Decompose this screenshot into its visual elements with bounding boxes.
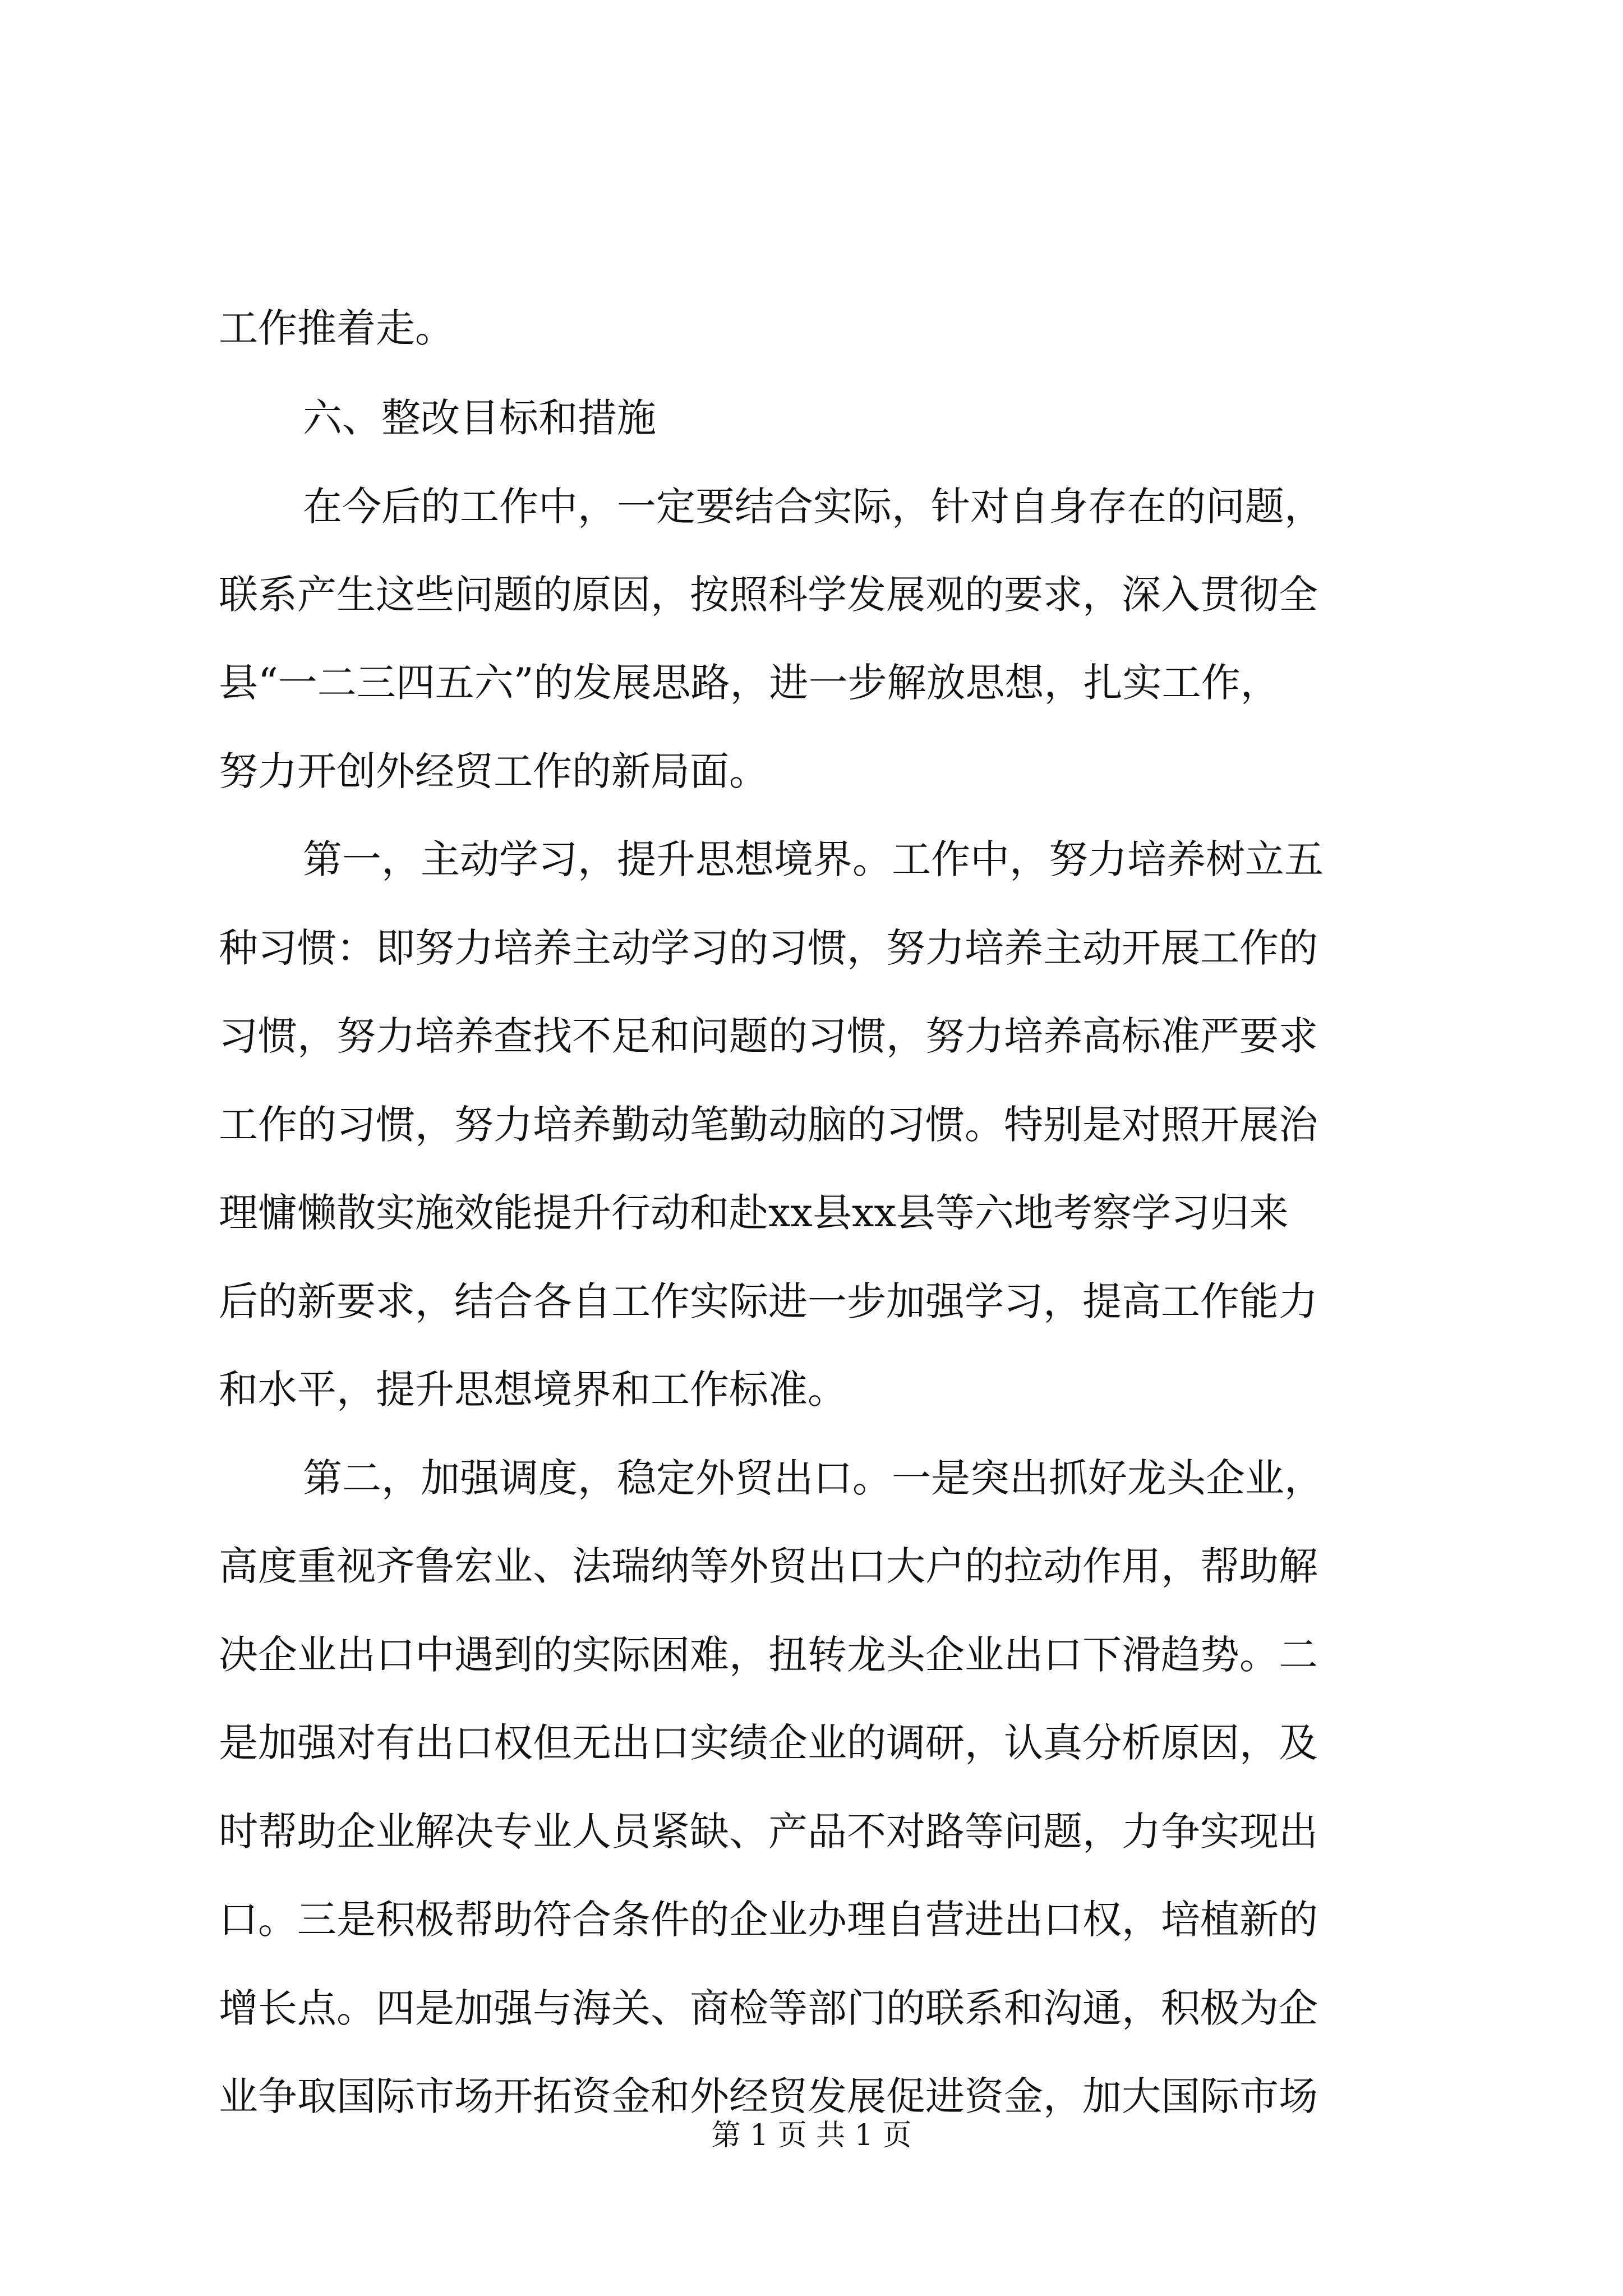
text-line: 和水平，提升思想境界和工作标准。 (219, 1366, 847, 1412)
text-line: 决企业出口中遇到的实际困难，扭转龙头企业出口下滑趋势。二 (219, 1632, 1318, 1678)
text-line: 是加强对有出口权但无出口实绩企业的调研，认真分析原因，及 (219, 1720, 1318, 1766)
text-line: 工作的习惯，努力培养勤动笔勤动脑的习惯。特别是对照开展治 (219, 1102, 1318, 1148)
text-line: 口。三是积极帮助符合条件的企业办理自营进出口权，培植新的 (219, 1897, 1318, 1943)
text-line: 业争取国际市场开拓资金和外经贸发展促进资金，加大国际市场 (219, 2073, 1318, 2119)
text-line: 县“一二三四五六”的发展思路，进一步解放思想，扎实工作， (219, 660, 1280, 706)
text-line: 增长点。四是加强与海关、商检等部门的联系和沟通，积极为企 (219, 1985, 1318, 2031)
text-line: 后的新要求，结合各自工作实际进一步加强学习，提高工作能力 (219, 1278, 1318, 1324)
text-line: 第二，加强调度，稳定外贸出口。一是突出抓好龙头企业， (303, 1455, 1324, 1501)
text-line: 时帮助企业解决专业人员紧缺、产品不对路等问题，力争实现出 (219, 1809, 1318, 1855)
text-line: 理慵懒散实施效能提升行动和赴xx县xx县等六地考察学习归来 (219, 1190, 1289, 1236)
text-line: 习惯，努力培养查找不足和问题的习惯，努力培养高标准严要求 (219, 1013, 1318, 1059)
text-line: 第一，主动学习，提升思想境界。工作中，努力培养树立五 (303, 836, 1324, 882)
text-line: 在今后的工作中，一定要结合实际，针对自身存在的问题， (303, 484, 1324, 530)
page-footer: 第 1 页 共 1 页 (711, 2119, 912, 2152)
text-line: 工作推着走。 (219, 305, 454, 351)
text-line: 联系产生这些问题的原因，按照科学发展观的要求，深入贯彻全 (219, 572, 1318, 618)
text-line: 高度重视齐鲁宏业、法瑞纳等外贸出口大户的拉动作用，帮助解 (219, 1543, 1318, 1589)
section-heading: 六、整改目标和措施 (303, 395, 656, 441)
text-line: 种习惯：即努力培养主动学习的习惯，努力培养主动开展工作的 (219, 925, 1318, 971)
text-line: 努力开创外经贸工作的新局面。 (219, 748, 768, 794)
